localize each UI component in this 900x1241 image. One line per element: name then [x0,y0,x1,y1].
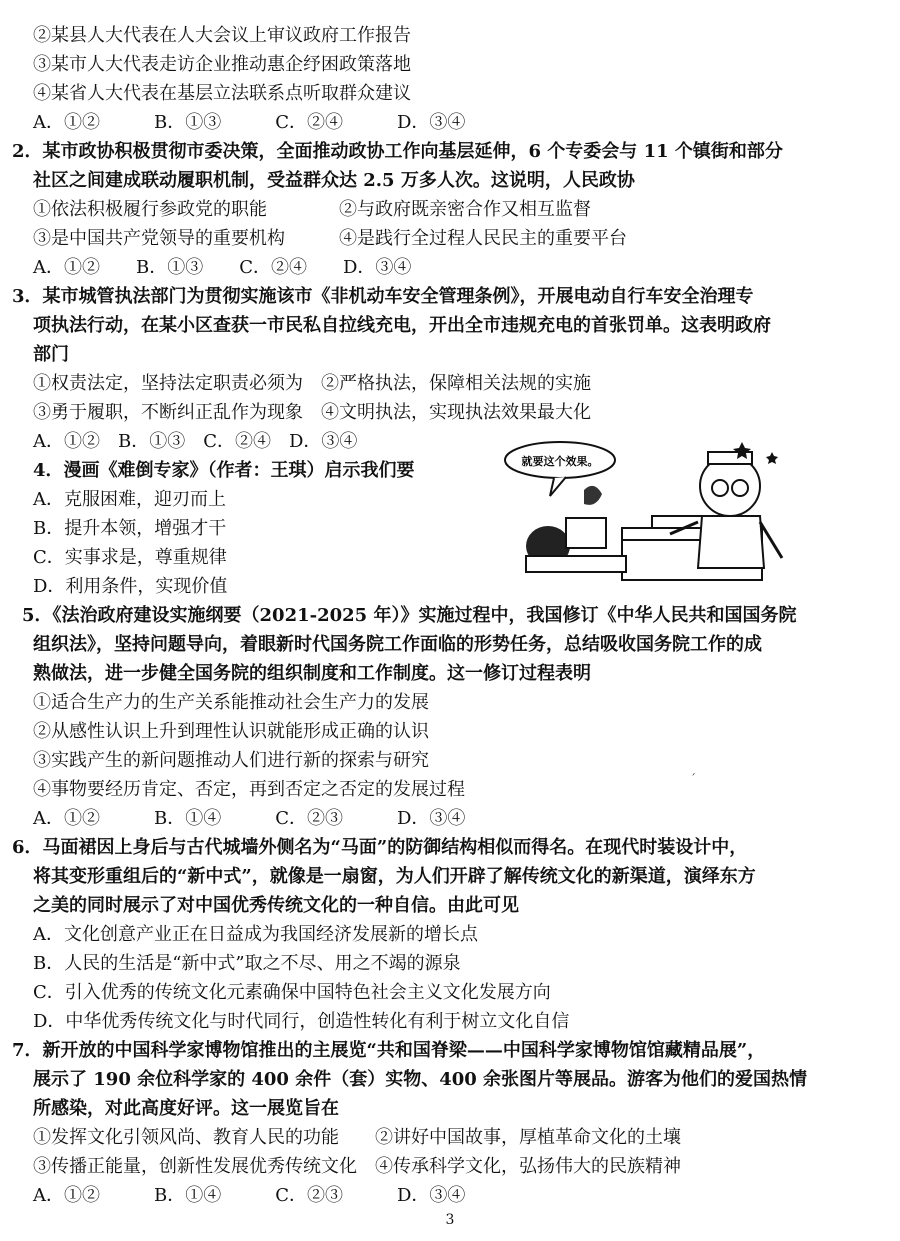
q4-stem: 4．漫画《难倒专家》（作者：王琪）启示我们要 [33,460,415,481]
q6-option-d: D．中华优秀传统文化与时代同行，创造性转化有利于树立文化自信 [33,1011,570,1032]
q5-option-3: ③实践产生的新问题推动人们进行新的探索与研究 [33,750,429,771]
q5-option-1: ①适合生产力的生产关系能推动社会生产力的发展 [33,692,429,713]
q6-stem-line-3: 之美的同时展示了对中国优秀传统文化的一种自信。由此可见 [33,895,519,916]
q3-options-row-2: ③勇于履职，不断纠正乱作为现象 ④文明执法，实现执法效果最大化 [33,402,591,423]
q4-option-a: A．克服困难，迎刃而上 [33,489,226,510]
q3-options-row-1: ①权责法定，坚持法定职责必须为 ②严格执法，保障相关法规的实施 [33,373,591,394]
q7-options-row-1: ①发挥文化引领风尚、教育人民的功能 ②讲好中国故事，厚植革命文化的土壤 [33,1127,681,1148]
q5-option-2: ②从感性认识上升到理性认识就能形成正确的认识 [33,721,429,742]
q2-stem-line-2: 社区之间建成联动履职机制，受益群众达 2.5 万多人次。这说明，人民政协 [33,170,635,191]
page-number: 3 [445,1212,455,1228]
q1-choices: A．①② B．①③ C．②④ D．③④ [33,112,466,133]
q1-option-3: ③某市人大代表走访企业推动惠企纾困政策落地 [33,54,411,75]
q5-stem-line-1: 5．《法治政府建设实施纲要（2021-2025 年）》实施过程中，我国修订《中华人民共和国国务院 [22,605,797,626]
q6-stem-line-1: 6．马面裙因上身后与古代城墙外侧名为“马面”的防御结构相似而得名。在现代时装设计中， [12,837,748,858]
q3-choices: A．①② B．①③ C．②④ D．③④ [33,431,358,452]
q7-stem-line-3: 所感染，对此高度好评。这一展览旨在 [33,1098,339,1119]
cartoon-illustration [502,438,792,588]
q6-stem-line-2: 将其变形重组后的“新中式”，就像是一扇窗，为人们开辟了解传统文化的新渠道，演绎东方 [33,866,756,887]
q3-stem-line-3: 部门 [33,344,69,365]
q2-options-row-1: ①依法积极履行参政党的职能 ②与政府既亲密合作又相互监督 [33,199,591,220]
q1-option-4: ④某省人大代表在基层立法联系点听取群众建议 [33,83,411,104]
q7-stem-line-2: 展示了 190 余位科学家的 400 余件（套）实物、400 余张图片等展品。游客为他们的爱国热情 [33,1069,808,1090]
q4-option-c: C．实事求是，尊重规律 [33,547,227,568]
stray-mark: ˊ [690,772,696,786]
q4-option-b: B．提升本领，增强才干 [33,518,227,539]
q2-choices: A．①② B．①③ C．②④ D．③④ [33,257,412,278]
q6-option-a: A．文化创意产业正在日益成为我国经济发展新的增长点 [33,924,478,945]
q2-options-row-2: ③是中国共产党领导的重要机构 ④是践行全过程人民民主的重要平台 [33,228,627,249]
q3-stem-line-1: 3．某市城管执法部门为贯彻实施该市《非机动车安全管理条例》，开展电动自行车安全治理专 [12,286,754,307]
q1-option-2: ②某县人大代表在人大会议上审议政府工作报告 [33,25,411,46]
q6-option-c: C．引入优秀的传统文化元素确保中国特色社会主义文化发展方向 [33,982,551,1003]
q5-choices: A．①② B．①④ C．②③ D．③④ [33,808,466,829]
q5-stem-line-3: 熟做法，进一步健全国务院的组织制度和工作制度。这一修订过程表明 [33,663,591,684]
q4-option-d: D．利用条件，实现价值 [33,576,228,597]
q3-stem-line-2: 项执法行动，在某小区查获一市民私自拉线充电，开出全市违规充电的首张罚单。这表明政府 [33,315,771,336]
q6-option-b: B．人民的生活是“新中式”取之不尽、用之不竭的源泉 [33,953,461,974]
q7-stem-line-1: 7．新开放的中国科学家博物馆推出的主展览“共和国脊梁——中国科学家博物馆馆藏精品展”， [12,1040,766,1061]
q7-choices: A．①② B．①④ C．②③ D．③④ [33,1185,466,1206]
q5-option-4: ④事物要经历肯定、否定，再到否定之否定的发展过程 [33,779,465,800]
q2-stem-line-1: 2．某市政协积极贯彻市委决策，全面推动政协工作向基层延伸，6 个专委会与 11 个镇街和部分 [12,141,783,162]
cartoon-speech: 就要这个效果。 [521,455,599,468]
q5-stem-line-2: 组织法》，坚持问题导向，着眼新时代国务院工作面临的形势任务，总结吸收国务院工作的成 [33,634,762,655]
q7-options-row-2: ③传播正能量，创新性发展优秀传统文化 ④传承科学文化，弘扬伟大的民族精神 [33,1156,681,1177]
